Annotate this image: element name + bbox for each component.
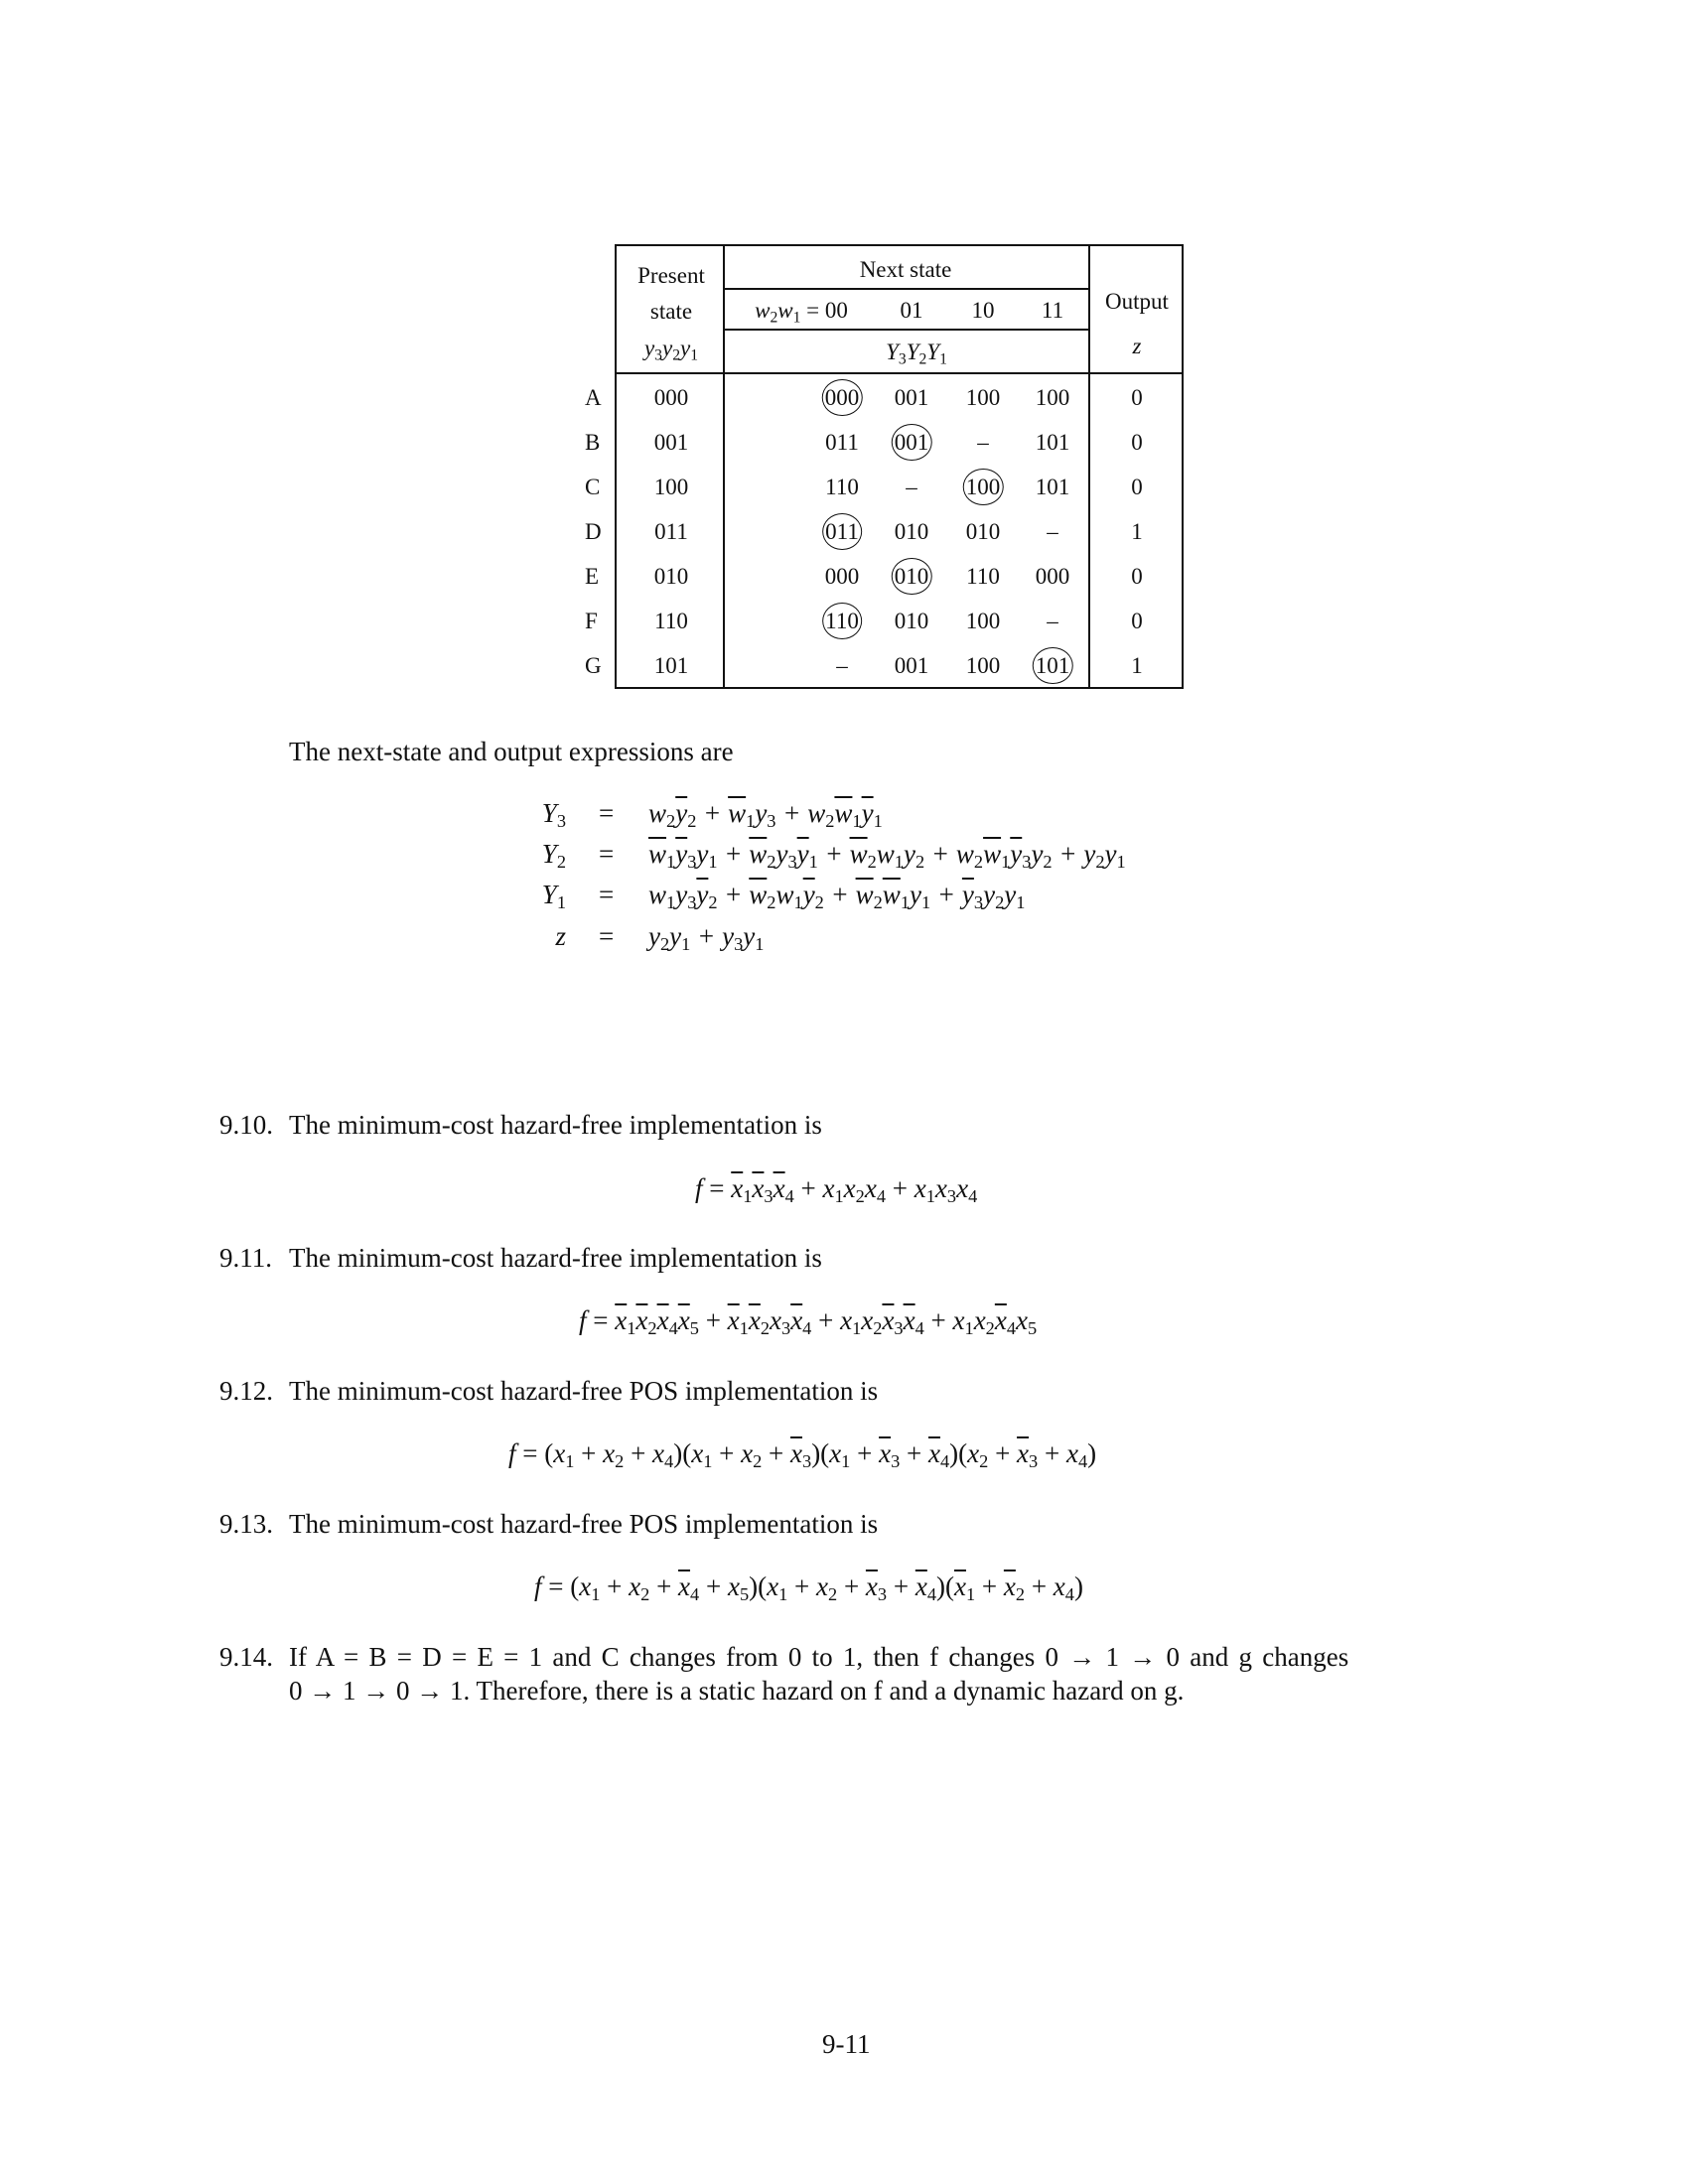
next-state-cell: – bbox=[1047, 519, 1058, 544]
input-label: $w_2w_1 = 00$ bbox=[755, 298, 848, 327]
row-label: E bbox=[585, 564, 600, 589]
next-state-vars: $Y_3Y_2Y_1$ bbox=[886, 340, 947, 368]
problem-text-line-1: If A = B = D = E = 1 and C changes from 0 to 1, then f changes 0 → 1 → 0 and g changes bbox=[289, 1642, 1349, 1672]
next-state-cell: 100 bbox=[965, 385, 1001, 410]
row-label: G bbox=[585, 653, 602, 678]
next-state-cell: 000 bbox=[824, 564, 860, 589]
next-state-cell bbox=[892, 428, 932, 458]
problem-number: 9.10. bbox=[219, 1110, 273, 1140]
row-label: A bbox=[585, 385, 602, 410]
present-state-header: Present bbox=[637, 263, 705, 288]
equals-sign: = bbox=[599, 839, 615, 869]
problem-text: The minimum-cost hazard-free POS implementation is bbox=[289, 1509, 879, 1539]
next-state-cell bbox=[892, 562, 932, 592]
stable-state-circle: 011 bbox=[822, 513, 862, 550]
next-state-cell: 010 bbox=[965, 519, 1001, 544]
equation-rhs: $y_2y_1 + y_3y_1$ bbox=[648, 921, 765, 955]
next-state-cell: – bbox=[906, 475, 917, 499]
next-state-cell: 100 bbox=[965, 653, 1001, 678]
output-value: 1 bbox=[1131, 653, 1143, 678]
output-header: Output bbox=[1105, 289, 1169, 314]
problem-text: The minimum-cost hazard-free implementation is bbox=[289, 1243, 822, 1273]
next-state-cell: 101 bbox=[1035, 430, 1070, 455]
output-value: 0 bbox=[1131, 430, 1143, 455]
input-column-11: 11 bbox=[1041, 298, 1064, 323]
equation-rhs: $w_2\overline{y}_2 + \overline{w}_1y_3 + w_2\overline{w}_1\overline{y}_1$ bbox=[648, 798, 883, 832]
formula: $f = (x_1 + x_2 + x_4)(x_1 + x_2 + \overline{x}_3)(x_1 + \overline{x}_3 + \overline{x}_4)(x_2 + \overline{x}_3 + x_4)$ bbox=[508, 1438, 1097, 1472]
page-number: 9-11 bbox=[822, 2029, 871, 2059]
next-state-cell bbox=[822, 383, 863, 413]
next-state-cell: 110 bbox=[966, 564, 1000, 589]
row-label: F bbox=[585, 609, 598, 633]
problem-number: 9.11. bbox=[219, 1243, 272, 1273]
next-state-cell: 000 bbox=[1035, 564, 1070, 589]
next-state-cell: – bbox=[977, 430, 989, 455]
intro-text: The next-state and output expressions are bbox=[289, 737, 734, 766]
equals-sign: = bbox=[599, 921, 615, 951]
problem-number: 9.13. bbox=[219, 1509, 273, 1539]
equation-rhs: $\overline{w}_1\overline{y}_3y_1 + \overline{w}_2y_3\overline{y}_1 + \overline{w}_2w_1y_2 + w_2\overline{w}_1\overline{y}_3y_2 + y_2y_1$ bbox=[648, 839, 1126, 873]
next-state-cell: 101 bbox=[1035, 475, 1070, 499]
row-label: B bbox=[585, 430, 601, 455]
equals-sign: = bbox=[599, 798, 615, 828]
next-state-cell: 001 bbox=[894, 385, 929, 410]
present-state-header: state bbox=[649, 299, 693, 324]
output-value: 0 bbox=[1131, 564, 1143, 589]
problem-number: 9.14. bbox=[219, 1642, 273, 1672]
output-value: 1 bbox=[1131, 519, 1143, 544]
present-state: 101 bbox=[653, 653, 689, 678]
output-value: 0 bbox=[1131, 385, 1143, 410]
formula: $f = \overline{x}_1\overline{x}_3\overline{x}_4 + x_1x_2x_4 + x_1x_3x_4$ bbox=[695, 1173, 978, 1207]
problem-text-line-2: 0 → 1 → 0 → 1. Therefore, there is a static hazard on f and a dynamic hazard on g. bbox=[289, 1676, 1185, 1706]
problem-number: 9.12. bbox=[219, 1376, 273, 1406]
next-state-cell: 100 bbox=[1035, 385, 1070, 410]
next-state-cell bbox=[822, 517, 862, 547]
stable-state-circle: 101 bbox=[1033, 647, 1073, 684]
next-state-cell: 001 bbox=[894, 653, 929, 678]
next-state-cell: – bbox=[836, 653, 848, 678]
output-value: 0 bbox=[1131, 609, 1143, 633]
row-label: C bbox=[585, 475, 601, 499]
stable-state-circle: 110 bbox=[822, 603, 862, 639]
stable-state-circle: 100 bbox=[963, 469, 1004, 505]
next-state-header: Next state bbox=[859, 257, 952, 282]
present-state-vars: $y_3y_2y_1$ bbox=[643, 336, 699, 364]
input-column-10: 10 bbox=[971, 298, 995, 323]
next-state-cell bbox=[822, 607, 862, 636]
present-state: 000 bbox=[653, 385, 689, 410]
equation-lhs: $Y_2$ bbox=[541, 839, 566, 873]
stable-state-circle: 001 bbox=[892, 424, 932, 461]
row-label: D bbox=[585, 519, 602, 544]
problem-text: The minimum-cost hazard-free implementation is bbox=[289, 1110, 822, 1140]
equation-rhs: $w_1y_3\overline{y}_2 + \overline{w}_2w_1\overline{y}_2 + \overline{w}_2\overline{w}_1y_1 + \overline{y}_3y_2y_1$ bbox=[648, 880, 1026, 913]
next-state-cell bbox=[963, 473, 1004, 502]
next-state-cell: 100 bbox=[965, 609, 1001, 633]
stable-state-circle: 010 bbox=[892, 558, 932, 595]
table-divider bbox=[615, 372, 1184, 374]
next-state-cell: 110 bbox=[825, 475, 859, 499]
output-var: z bbox=[1132, 334, 1142, 358]
next-state-cell: 010 bbox=[894, 519, 929, 544]
input-column-01: 01 bbox=[900, 298, 923, 323]
present-state: 001 bbox=[653, 430, 689, 455]
stable-state-circle: 000 bbox=[822, 379, 863, 416]
next-state-cell: 010 bbox=[894, 609, 929, 633]
problem-text: The minimum-cost hazard-free POS implementation is bbox=[289, 1376, 879, 1406]
next-state-cell: 011 bbox=[825, 430, 859, 455]
table-divider bbox=[723, 329, 1088, 331]
present-state: 010 bbox=[653, 564, 689, 589]
present-state: 110 bbox=[654, 609, 688, 633]
equation-lhs: z bbox=[555, 921, 566, 951]
table-divider bbox=[1088, 244, 1090, 689]
present-state: 100 bbox=[653, 475, 689, 499]
output-value: 0 bbox=[1131, 475, 1143, 499]
formula: $f = \overline{x}_1\overline{x}_2\overline{x}_4\overline{x}_5 + \overline{x}_1\overline{x}_2x_3\overline{x}_4 + x_1x_2\overline{x}_3\overline{x}_4 + x_1x_2\overline{x}_4x_5$ bbox=[579, 1305, 1038, 1339]
equals-sign: = bbox=[599, 880, 615, 909]
formula: $f = (x_1 + x_2 + \overline{x}_4 + x_5)(x_1 + x_2 + \overline{x}_3 + \overline{x}_4)(\overline{x}_1 + \overline{x}_2 + x_4)$ bbox=[534, 1571, 1083, 1605]
present-state: 011 bbox=[654, 519, 688, 544]
next-state-cell bbox=[1033, 651, 1073, 681]
next-state-cell: – bbox=[1047, 609, 1058, 633]
equation-lhs: $Y_1$ bbox=[541, 880, 566, 913]
table-divider bbox=[723, 288, 1088, 290]
table-divider bbox=[723, 244, 725, 689]
equation-lhs: $Y_3$ bbox=[541, 798, 566, 832]
